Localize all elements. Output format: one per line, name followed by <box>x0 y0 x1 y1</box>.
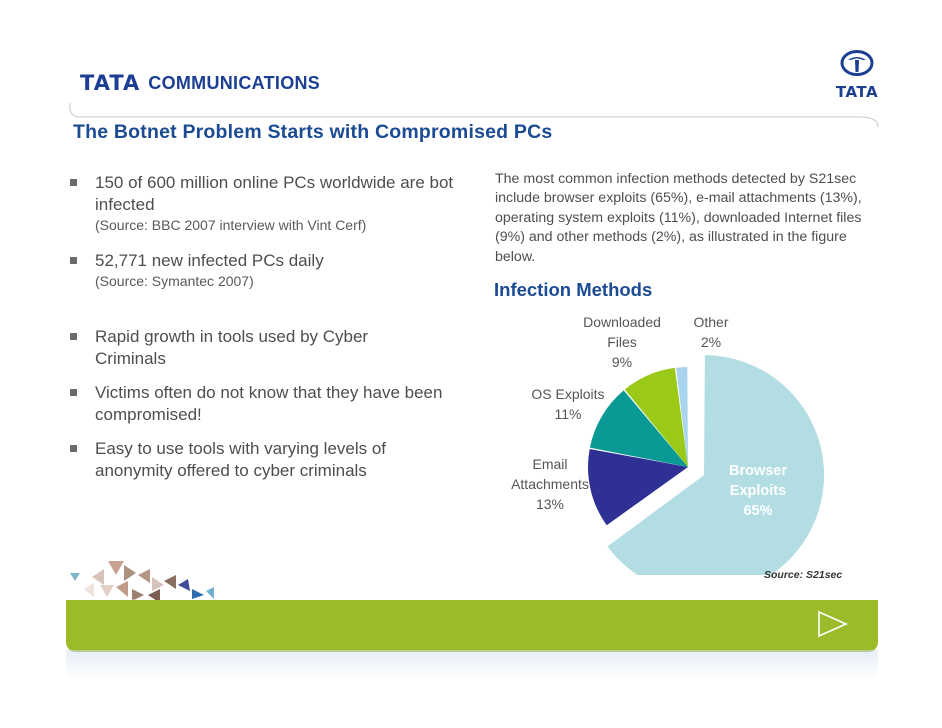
bullet-item <box>70 250 480 290</box>
tata-communications-logo <box>80 70 320 96</box>
bullet-text: Easy to use tools with varying levels of anonymity offered to cyber criminals <box>95 439 387 480</box>
pie-category-label: Files <box>607 334 637 350</box>
bullet-square-icon <box>70 257 77 264</box>
intro-paragraph: The most common infection methods detected by S21sec include browser exploits (65%), e-mail attachments (13%), operating system exploits (11%), downloaded Internet files (9%) and other methods (2%), as illustrated in the figure below. <box>495 171 862 265</box>
bullet-text: Victims often do not know that they have been compromised! <box>95 383 443 424</box>
pie-value-label: 65% <box>743 503 773 519</box>
slide-title: The Botnet Problem Starts with Compromised PCs <box>73 121 553 143</box>
bullet-square-icon <box>70 445 77 452</box>
bullet-item <box>70 438 480 482</box>
bullet-text: 52,771 new infected PCs daily <box>95 251 324 270</box>
tata-corner-logo <box>832 50 882 101</box>
pie-value-label: 2% <box>700 334 722 350</box>
pie-category-label: Other <box>693 314 729 330</box>
footer-band <box>66 600 878 652</box>
footer-shadow <box>66 650 878 680</box>
pie-category-label: Exploits <box>729 483 787 499</box>
pie-category-label: Email <box>532 456 568 472</box>
pie-category-label: OS Exploits <box>531 386 605 402</box>
bullet-item <box>70 172 480 234</box>
corner-logo-word: TATA <box>835 83 879 101</box>
pie-value-label: 13% <box>535 496 565 512</box>
infection-methods-pie-chart <box>490 305 870 575</box>
tata-logo-icon <box>840 50 874 78</box>
pie-category-label: Downloaded <box>583 314 661 330</box>
pie-category-label: Browser <box>728 463 788 479</box>
chart-source-note: Source: S21sec <box>764 569 843 581</box>
bullet-text: Rapid growth in tools used by Cyber Criminals <box>95 327 369 368</box>
bullet-square-icon <box>70 333 77 340</box>
pie-value-label: 11% <box>554 406 582 422</box>
bullet-text: 150 of 600 million online PCs worldwide are bot infected <box>95 173 454 214</box>
pie-slices <box>588 355 824 575</box>
bullet-square-icon <box>70 389 77 396</box>
logo-word: TATA <box>80 71 141 95</box>
play-arrow-icon <box>819 612 846 636</box>
bullet-item <box>70 382 480 426</box>
bullet-source: (Source: Symantec 2007) <box>95 273 254 289</box>
bullet-source: (Source: BBC 2007 interview with Vint Cerf) <box>95 217 367 233</box>
pie-value-label: 9% <box>611 354 633 370</box>
next-slide-button[interactable] <box>816 609 850 639</box>
chart-title: Infection Methods <box>494 279 653 300</box>
bullet-square-icon <box>70 179 77 186</box>
pie-category-label: Attachments <box>511 476 589 492</box>
logo-tagline: COMMUNICATIONS <box>148 72 321 93</box>
bullet-item <box>70 326 480 370</box>
